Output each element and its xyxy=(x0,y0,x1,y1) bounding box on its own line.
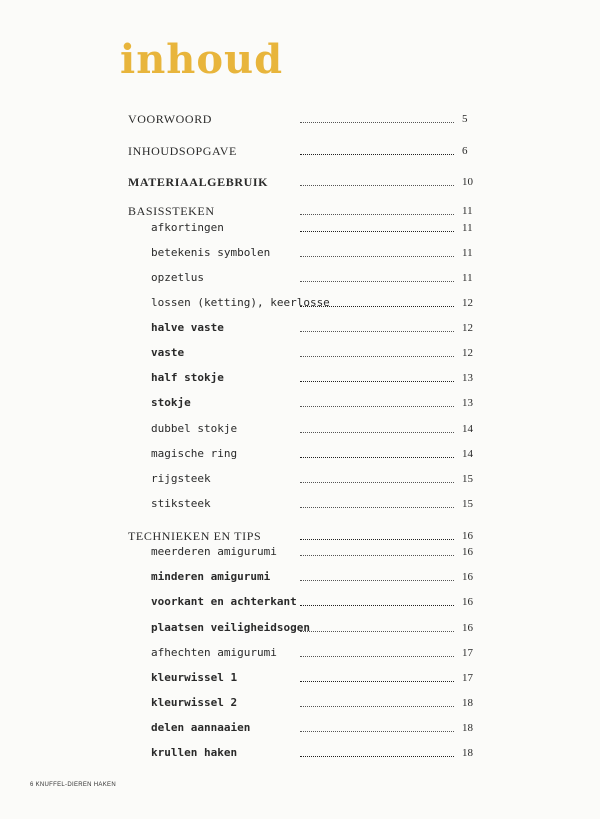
toc-entry xyxy=(0,296,600,312)
dot-leader xyxy=(300,631,454,632)
toc-entry xyxy=(0,570,600,586)
toc-entry-page: 13 xyxy=(462,372,473,384)
toc-entry xyxy=(0,621,600,637)
toc-entry-page: 12 xyxy=(462,347,473,359)
dot-leader xyxy=(300,231,454,232)
toc-entry-page: 16 xyxy=(462,546,473,558)
page-footer: 6 KNUFFEL-DIEREN HAKEN xyxy=(30,782,116,788)
toc-entry xyxy=(0,529,600,545)
dot-leader xyxy=(300,539,454,540)
dot-leader xyxy=(300,214,454,215)
toc-entry xyxy=(0,112,600,128)
toc-entry xyxy=(0,144,600,160)
toc-entry-label: half stokje xyxy=(151,371,224,384)
dot-leader xyxy=(300,432,454,433)
dot-leader xyxy=(300,256,454,257)
dot-leader xyxy=(300,356,454,357)
dot-leader xyxy=(300,381,454,382)
dot-leader xyxy=(300,731,454,732)
toc-entry xyxy=(0,246,600,262)
toc-entry-label: MATERIAALGEBRUIK xyxy=(128,175,269,189)
toc-entry-page: 15 xyxy=(462,498,473,510)
toc-entry-label: afkortingen xyxy=(151,221,224,234)
toc-entry xyxy=(0,175,600,191)
toc-entry xyxy=(0,746,600,762)
toc-entry-label: opzetlus xyxy=(151,271,204,284)
toc-entry-page: 6 xyxy=(462,145,468,157)
dot-leader xyxy=(300,122,454,123)
dot-leader xyxy=(300,656,454,657)
toc-entry-label: halve vaste xyxy=(151,321,224,334)
page-title: inhoud xyxy=(120,36,284,83)
toc-entry-label: afhechten amigurumi xyxy=(151,646,277,659)
toc-entry-page: 15 xyxy=(462,473,473,485)
dot-leader xyxy=(300,306,454,307)
toc-entry-page: 18 xyxy=(462,697,473,709)
toc-entry-label: voorkant en achterkant xyxy=(151,595,297,608)
dot-leader xyxy=(300,457,454,458)
toc-entry-page: 11 xyxy=(462,247,473,259)
dot-leader xyxy=(300,281,454,282)
toc-entry xyxy=(0,204,600,220)
toc-entry-page: 18 xyxy=(462,747,473,759)
dot-leader xyxy=(300,406,454,407)
toc-entry-page: 16 xyxy=(462,530,473,542)
dot-leader xyxy=(300,580,454,581)
toc-entry-page: 10 xyxy=(462,176,473,188)
toc-entry-page: 5 xyxy=(462,113,468,125)
toc-entry-label: minderen amigurumi xyxy=(151,570,271,583)
toc-entry-page: 11 xyxy=(462,272,473,284)
toc-entry-label: BASISSTEKEN xyxy=(128,204,215,218)
toc-entry-page: 14 xyxy=(462,423,473,435)
dot-leader xyxy=(300,154,454,155)
toc-entry-label: delen aannaaien xyxy=(151,721,251,734)
toc-entry-label: kleurwissel 1 xyxy=(151,671,238,684)
toc-entry-label: TECHNIEKEN EN TIPS xyxy=(128,529,262,543)
toc-entry xyxy=(0,396,600,412)
toc-entry-page: 16 xyxy=(462,596,473,608)
toc-entry xyxy=(0,497,600,513)
toc-entry xyxy=(0,545,600,561)
toc-entry-page: 11 xyxy=(462,205,473,217)
toc-entry-label: plaatsen veiligheidsogen xyxy=(151,621,310,634)
toc-entry-label: betekenis symbolen xyxy=(151,246,271,259)
toc-entry-label: krullen haken xyxy=(151,746,238,759)
toc-entry-label: meerderen amigurumi xyxy=(151,545,277,558)
toc-entry-label: vaste xyxy=(151,346,185,359)
toc-entry-label: magische ring xyxy=(151,447,238,460)
toc-entry-label: stiksteek xyxy=(151,497,211,510)
dot-leader xyxy=(300,555,454,556)
toc-entry xyxy=(0,346,600,362)
dot-leader xyxy=(300,681,454,682)
toc-entry-page: 12 xyxy=(462,297,473,309)
dot-leader xyxy=(300,756,454,757)
toc-entry xyxy=(0,646,600,662)
dot-leader xyxy=(300,605,454,606)
dot-leader xyxy=(300,507,454,508)
dot-leader xyxy=(300,185,454,186)
toc-entry xyxy=(0,221,600,237)
toc-entry-label: kleurwissel 2 xyxy=(151,696,238,709)
dot-leader xyxy=(300,706,454,707)
toc-entry-label: VOORWOORD xyxy=(128,112,213,126)
toc-entry xyxy=(0,696,600,712)
toc-entry xyxy=(0,271,600,287)
toc-entry-page: 16 xyxy=(462,622,473,634)
toc-entry-label: stokje xyxy=(151,396,191,409)
toc-entry-page: 14 xyxy=(462,448,473,460)
toc-entry xyxy=(0,721,600,737)
toc-entry xyxy=(0,595,600,611)
toc-entry-label: lossen (ketting), keerlosse xyxy=(151,296,330,309)
toc-entry xyxy=(0,321,600,337)
toc-entry-page: 11 xyxy=(462,222,473,234)
toc-entry xyxy=(0,422,600,438)
toc-entry-page: 17 xyxy=(462,647,473,659)
toc-entry-label: dubbel stokje xyxy=(151,422,238,435)
toc-entry-page: 17 xyxy=(462,672,473,684)
toc-entry xyxy=(0,447,600,463)
toc-entry xyxy=(0,472,600,488)
toc-entry-label: rijgsteek xyxy=(151,472,211,485)
dot-leader xyxy=(300,482,454,483)
toc-entry-page: 18 xyxy=(462,722,473,734)
toc-entry xyxy=(0,671,600,687)
toc-entry-label: INHOUDSOPGAVE xyxy=(128,144,237,158)
toc-entry-page: 13 xyxy=(462,397,473,409)
dot-leader xyxy=(300,331,454,332)
toc-entry-page: 16 xyxy=(462,571,473,583)
toc-entry-page: 12 xyxy=(462,322,473,334)
toc-entry xyxy=(0,371,600,387)
